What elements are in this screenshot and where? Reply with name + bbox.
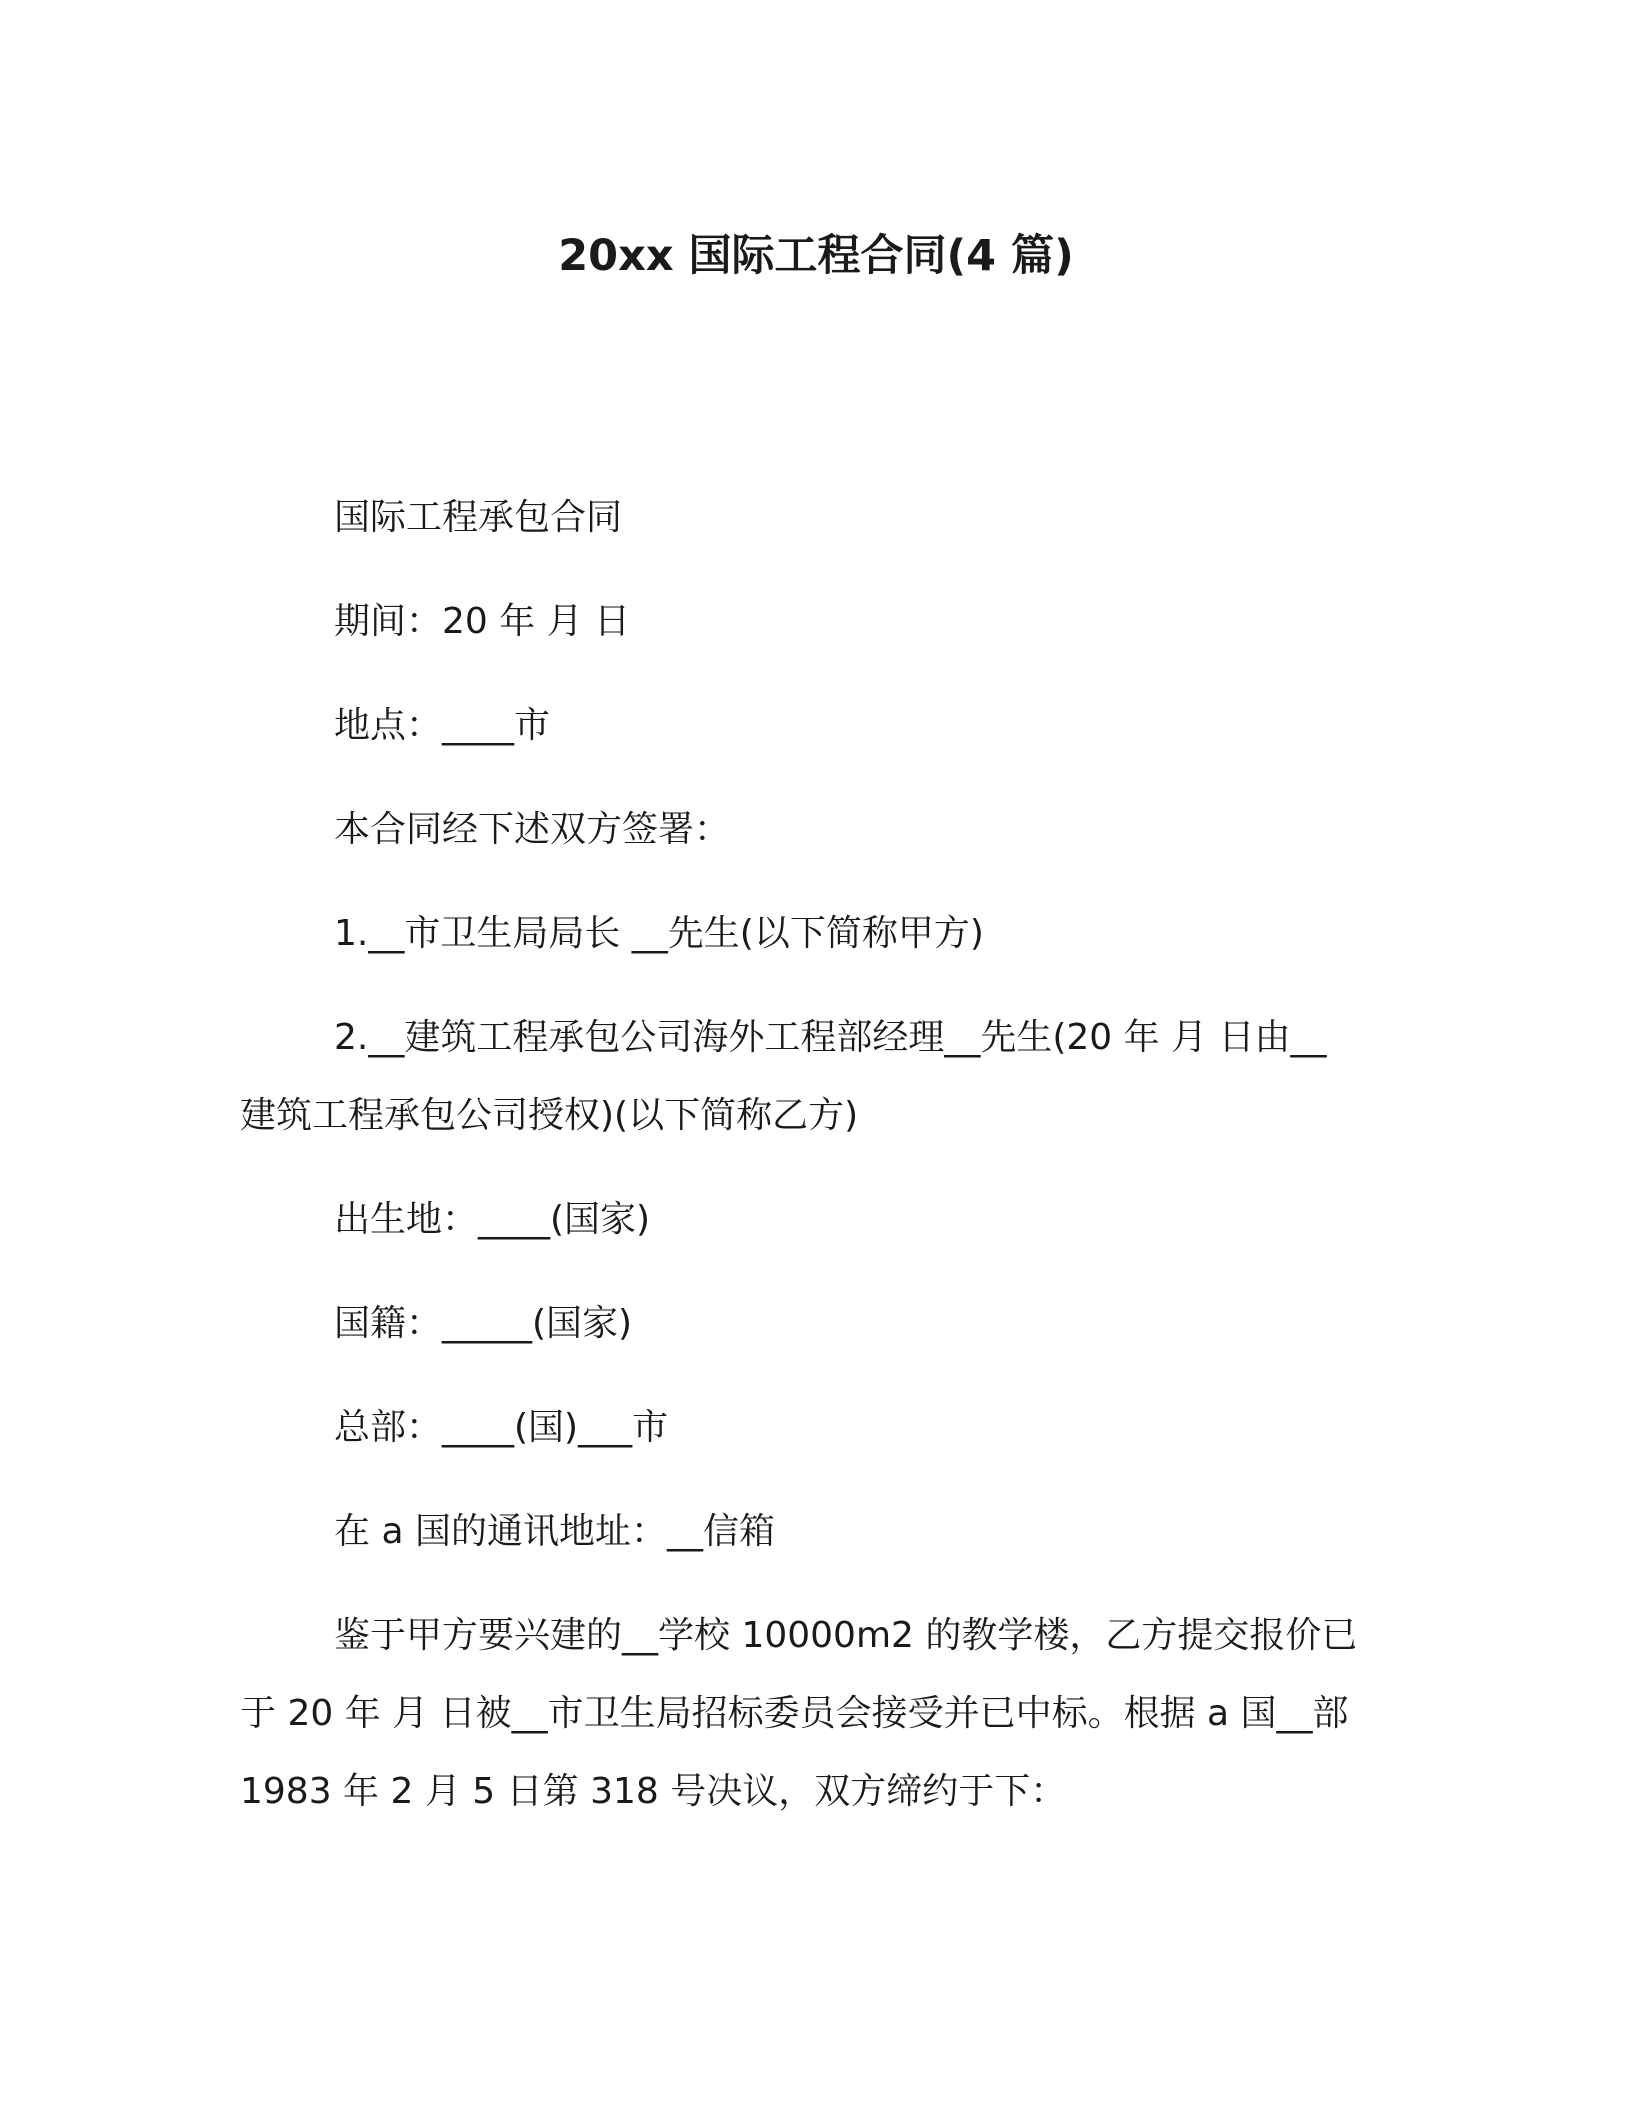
nationality: 国籍：_____(国家) (334, 1303, 633, 1344)
headquarters: 总部：____(国)___市 (334, 1407, 669, 1448)
recital-line1: 鉴于甲方要兴建的__学校 10000m2 的教学楼，乙方提交报价已 (334, 1615, 1358, 1656)
mailing-address: 在 a 国的通讯地址：__信箱 (334, 1511, 775, 1552)
party-b-line1: 2.__建筑工程承包公司海外工程部经理__先生(20 年 月 日由__ (334, 1017, 1327, 1058)
contract-location: 地点：____市 (334, 705, 551, 746)
recital-line3: 1983 年 2 月 5 日第 318 号决议，双方缔约于下： (240, 1771, 1067, 1812)
signing-parties-intro: 本合同经下述双方签署： (334, 809, 731, 850)
contract-period: 期间：20 年 月 日 (334, 601, 631, 642)
party-b-line2: 建筑工程承包公司授权)(以下简称乙方) (240, 1095, 859, 1136)
contract-heading: 国际工程承包合同 (334, 497, 623, 538)
document-title: 20xx 国际工程合同(4 篇) (558, 231, 1074, 281)
recital-line2: 于 20 年 月 日被__市卫生局招标委员会接受并已中标。根据 a 国__部 (240, 1693, 1349, 1734)
birthplace: 出生地：____(国家) (334, 1199, 651, 1240)
party-a: 1.__市卫生局局长 __先生(以下简称甲方) (334, 913, 984, 954)
